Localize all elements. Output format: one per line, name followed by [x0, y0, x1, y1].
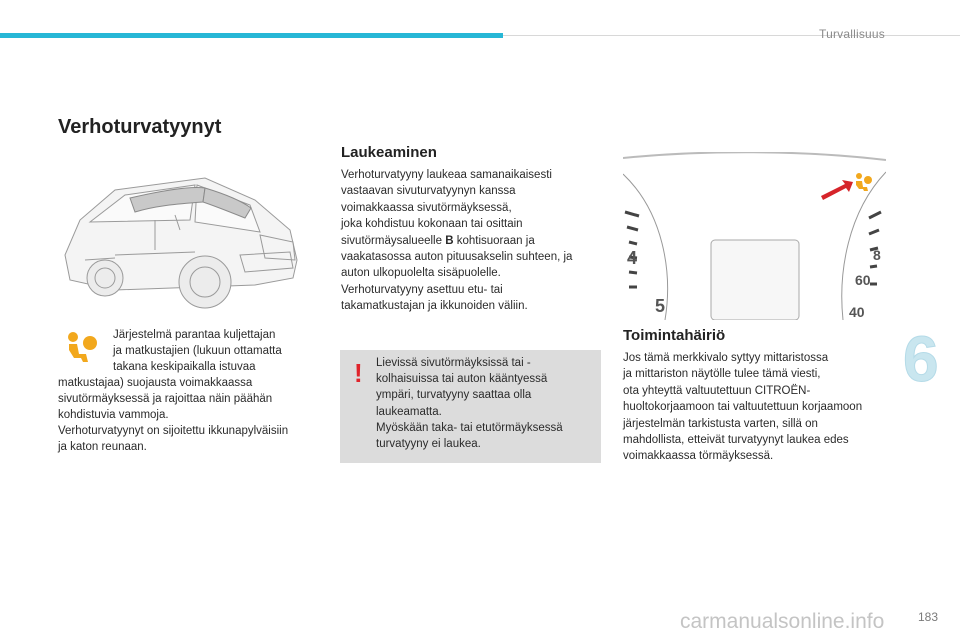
warning-text [376, 355, 591, 452]
fault-line: mahdollista, etteivät turvatyynyt laukea edes [623, 434, 849, 447]
gauge-label-8: 8 [873, 247, 881, 263]
fault-line: Jos tämä merkkivalo syttyy mittaristossa [623, 352, 829, 364]
gauge-label-60: 60 [855, 272, 871, 288]
launch-heading: Laukeaminen [341, 144, 437, 161]
header-rule [503, 35, 960, 36]
gauge-label-5: 5 [655, 296, 666, 316]
zone-letter: B [445, 234, 454, 247]
launch-line: voimakkaassa sivutörmäyksessä, [341, 201, 512, 214]
intro-paragraph [58, 327, 313, 455]
gauge-label-40: 40 [849, 304, 865, 320]
warning-line: ympäri, turvatyyny saattaa olla [376, 389, 532, 402]
exclamation-icon: ! [354, 358, 363, 388]
warning-box [340, 350, 601, 463]
launch-line: takamatkustajan ja ikkunoiden väliin. [341, 300, 528, 313]
fault-line: järjestelmän tarkistusta varten, sillä on [623, 417, 818, 430]
launch-paragraph [341, 167, 601, 315]
fault-line: ota yhteyttä valtuutettuun CITROËN- [623, 384, 811, 397]
header-accent-bar [0, 33, 503, 38]
fault-heading: Toimintahäiriö [623, 327, 726, 344]
launch-line: joka kohdistuu kokonaan tai osittain [341, 218, 523, 231]
intro-line: ja matkustajien (lukuun ottamatta [113, 345, 282, 357]
fault-line: huoltokorjaamoon tai valtuutettuun korjaamoon [623, 401, 863, 414]
intro-line: ja katon reunaan. [58, 441, 147, 453]
warning-line: Lievissä sivutörmäyksissä tai - [376, 357, 531, 369]
intro-line: takana keskipaikalla istuvaa [113, 361, 256, 373]
launch-line: Verhoturvatyyny laukeaa samanaikaisesti [341, 169, 552, 181]
zone-suffix: kohtisuoraan ja [456, 234, 535, 247]
car-curtain-airbag-illustration [55, 160, 305, 320]
intro-line: sivutörmäyksessä ja rajoittaa näin päähän [58, 393, 273, 405]
intro-line: Järjestelmä parantaa kuljettajan [113, 329, 276, 341]
watermark: carmanualsonline.info [680, 610, 885, 633]
warning-line: turvatyyny ei laukea. [376, 438, 481, 451]
launch-line: vaakatasossa auton pituusakselin suhteen, ja [341, 251, 573, 264]
page-number: 183 [917, 610, 938, 624]
instrument-cluster-illustration [623, 152, 886, 320]
warning-line: laukeamatta. [376, 405, 442, 418]
launch-line [341, 233, 601, 249]
fault-paragraph [623, 350, 893, 465]
launch-line: Verhoturvatyyny asettuu etu- tai [341, 283, 503, 296]
section-name: Turvallisuus [819, 27, 885, 41]
chapter-number [903, 322, 938, 396]
intro-line: kohdistuvia vammoja. [58, 409, 169, 421]
page-title: Verhoturvatyynyt [58, 116, 222, 138]
launch-line: vastaavan sivuturvatyynyn kanssa [341, 185, 516, 198]
chapter-digit: 6 [903, 323, 938, 395]
launch-line: auton ulkopuolelta sisäpuolelle. [341, 267, 501, 280]
intro-line: Verhoturvatyynyt on sijoitettu ikkunapylväisiin [58, 425, 289, 437]
fault-line: ja mittariston näytölle tulee tämä viesti, [623, 368, 821, 381]
warning-line: Myöskään taka- tai etutörmäyksessä [376, 421, 563, 434]
gauge-label-4: 4 [627, 248, 638, 268]
intro-line: matkustajaa) suojausta voimakkaassa [58, 377, 253, 389]
fault-line: voimakkaassa törmäyksessä. [623, 450, 774, 463]
zone-prefix: sivutörmäysalueelle [341, 234, 442, 247]
warning-line: kolhaisuissa tai auton kääntyessä [376, 373, 548, 386]
